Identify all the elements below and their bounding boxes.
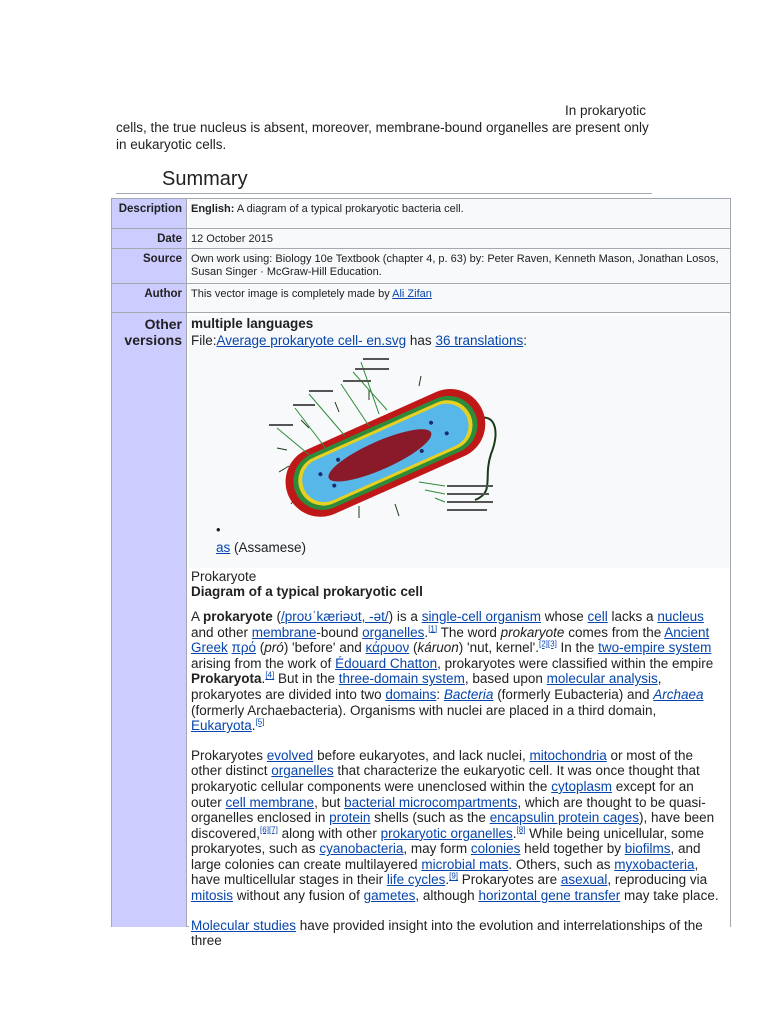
link-cytoplasm[interactable]: cytoplasm: [551, 778, 612, 794]
has-text: has: [409, 332, 432, 348]
link-mitosis[interactable]: mitosis: [191, 888, 234, 904]
language-entry: [191, 540, 724, 568]
link-domains[interactable]: domains: [385, 686, 437, 702]
article-paragraph-2: [191, 748, 724, 904]
description-value: [189, 199, 730, 228]
link-biofilms[interactable]: biofilms: [624, 841, 671, 857]
text: (: [409, 640, 418, 656]
source-value: Own work using: Biology 10e Textbook (chapter 4, p. 63) by: Peter Raven, Kenneth Mason, Jonathan Losos, Susan Singer · McGraw-Hill Education.: [189, 249, 730, 284]
translations-link[interactable]: 36 translations: [435, 332, 524, 348]
colon-text: :: [523, 332, 528, 348]
link-myxobacteria[interactable]: myxobacteria: [614, 856, 695, 872]
text: While being unicellular, some prokaryotes, such as: [191, 825, 705, 857]
text: A: [191, 608, 204, 624]
text: .: [424, 624, 429, 640]
link-organelles[interactable]: organelles: [362, 624, 425, 640]
date-label: Date: [112, 229, 187, 249]
translations-box: [189, 316, 730, 568]
link-nucleus[interactable]: nucleus: [657, 608, 704, 624]
text: whose: [541, 608, 588, 624]
ref-3[interactable]: [3]: [547, 639, 557, 649]
bullet-marker: •: [216, 522, 221, 538]
text: before eukaryotes, and lack nuclei,: [313, 747, 530, 763]
link-molecular-studies[interactable]: Molecular studies: [191, 917, 297, 933]
text: , have multicellular stages in their: [191, 856, 699, 888]
text: arising from the work of: [191, 655, 336, 671]
text: , prokaryotes are divided into two: [191, 671, 662, 702]
italic-prokaryote: prokaryote: [500, 624, 565, 640]
text: without any fusion of: [233, 888, 364, 904]
text: , but: [314, 794, 345, 810]
text: comes from the: [564, 624, 665, 640]
text: (: [256, 640, 265, 656]
text: -bound: [316, 624, 363, 640]
link-protein[interactable]: protein: [329, 810, 371, 826]
italic-pro: pró: [264, 640, 284, 656]
link-cyanobacteria[interactable]: cyanobacteria: [319, 841, 404, 857]
link-eukaryota[interactable]: Eukaryota: [191, 718, 252, 734]
link-edouard-chatton[interactable]: Édouard Chatton: [335, 655, 438, 671]
text: (formerly Archaebacteria). Organisms with nuclei are placed in a third domain,: [191, 702, 657, 718]
intro-line-1: In prokaryotic: [564, 103, 646, 118]
article-paragraph-3: [191, 918, 724, 949]
author-label: Author: [112, 284, 187, 313]
bold-prokaryota: Prokaryota: [191, 671, 262, 687]
intro-line-rest: cells, the true nucleus is absent, moreover, membrane-bound organelles are present only in eukaryotic cells.: [116, 120, 649, 152]
source-label: Source: [112, 249, 187, 284]
text: .: [512, 825, 517, 841]
text: But in the: [274, 671, 339, 687]
ref-8[interactable]: [8]: [516, 825, 526, 835]
text: The word: [437, 624, 501, 640]
link-prokaryotic-organelles[interactable]: prokaryotic organelles: [380, 825, 513, 841]
text: ) 'before' and: [283, 640, 366, 656]
information-table: [111, 198, 731, 949]
link-colonies[interactable]: colonies: [470, 841, 521, 857]
row-description: [112, 199, 730, 228]
link-karuon[interactable]: κάρυον: [365, 640, 410, 656]
link-bacteria[interactable]: Bacteria: [443, 686, 494, 702]
ref-5[interactable]: [5]: [255, 717, 265, 727]
text: may take place.: [620, 888, 719, 904]
summary-divider: [116, 193, 652, 194]
link-horizontal-gene-transfer[interactable]: horizontal gene transfer: [478, 888, 621, 904]
text: ), have been discovered,: [191, 810, 715, 841]
text: Prokaryotes: [191, 747, 267, 763]
text: ) 'nut, kernel'.: [458, 640, 539, 656]
text: that characterize the eukaryotic cell. It was once thought that prokaryotic cellular components were unenclosed within the: [191, 763, 700, 794]
article-subtitle: Diagram of a typical prokaryotic cell: [191, 584, 423, 600]
text: , reproducing via: [607, 872, 708, 888]
link-evolved[interactable]: evolved: [266, 747, 314, 763]
text: or most of the other distinct: [191, 747, 694, 779]
text: :: [436, 686, 444, 702]
ref-9[interactable]: [9]: [449, 871, 459, 881]
text: Prokaryotes are: [458, 872, 561, 888]
text: (formerly Eubacteria) and: [493, 686, 654, 702]
link-cell[interactable]: cell: [587, 608, 608, 624]
label-leaders-bottom: [419, 482, 445, 502]
other-versions-value: [189, 313, 730, 949]
text: . Others, such as: [508, 856, 615, 872]
intro-paragraph: [116, 102, 656, 153]
row-source: [112, 248, 730, 284]
text: lacks a: [607, 608, 658, 624]
text: .: [445, 872, 450, 888]
description-lang: English:: [191, 203, 235, 215]
row-other-versions: [112, 312, 730, 949]
cell-diagram-thumbnail[interactable]: [191, 348, 724, 520]
text: In the: [556, 640, 599, 656]
text: held together by: [520, 841, 625, 857]
author-prefix: This vector image is completely made by: [191, 288, 390, 300]
ipa-link[interactable]: /proʊˈkæriəʊt, -ət/: [281, 608, 389, 624]
text: (: [272, 608, 282, 624]
article-paragraph-1: [191, 609, 724, 734]
link-molecular-analysis[interactable]: molecular analysis: [546, 671, 658, 687]
file-line: [191, 333, 724, 349]
link-two-empire-system[interactable]: two-empire system: [598, 640, 712, 656]
text: shells (such as the: [370, 810, 490, 826]
author-link[interactable]: Ali Zifan: [392, 288, 432, 300]
language-list-item: [191, 520, 724, 540]
date-value: 12 October 2015: [189, 229, 730, 249]
summary-heading: Summary: [162, 168, 248, 190]
link-three-domain-system[interactable]: three-domain system: [338, 671, 465, 687]
text: and other: [191, 624, 252, 640]
language-name: (Assamese): [234, 540, 307, 556]
link-microbial-mats[interactable]: microbial mats: [421, 856, 509, 872]
text: have provided insight into the evolution and interrelationships of the three: [191, 917, 703, 949]
link-membrane[interactable]: membrane: [251, 624, 317, 640]
description-text: A diagram of a typical prokaryotic bacteria cell.: [236, 203, 464, 215]
link-ancient-greek[interactable]: Ancient Greek: [191, 624, 710, 656]
multiple-languages-title: multiple languages: [191, 316, 314, 331]
other-versions-label: Other versions: [112, 313, 187, 927]
text: except for an outer: [191, 778, 694, 810]
italic-karuon: káruon: [417, 640, 459, 656]
text: ) is a: [388, 608, 422, 624]
link-organelles[interactable]: organelles: [271, 763, 334, 779]
text: along with other: [277, 825, 381, 841]
text: , may form: [403, 841, 471, 857]
text: , although: [415, 888, 479, 904]
ref-2[interactable]: [2]: [538, 639, 548, 649]
ref-1[interactable]: [1]: [428, 624, 438, 634]
file-prefix: File:: [191, 332, 217, 348]
link-bacterial-microcompartments[interactable]: bacterial microcompartments: [344, 794, 518, 810]
file-link[interactable]: Average prokaryote cell- en.svg: [216, 332, 407, 348]
link-life-cycles[interactable]: life cycles: [386, 872, 446, 888]
row-author: [112, 283, 730, 313]
language-link-as[interactable]: as: [216, 540, 231, 556]
text: .: [261, 671, 266, 687]
text: .: [251, 718, 256, 734]
ref-4[interactable]: [4]: [265, 670, 275, 680]
link-pro[interactable]: πρό: [231, 640, 257, 656]
link-gametes[interactable]: gametes: [363, 888, 416, 904]
link-mitochondria[interactable]: mitochondria: [529, 747, 607, 763]
text: , based upon: [464, 671, 547, 687]
prokaryote-cell-diagram: [269, 354, 509, 524]
link-archaea[interactable]: Archaea: [653, 686, 704, 702]
text: , which are thought to be quasi-organelles enclosed in: [191, 794, 706, 826]
link-encapsulin-protein-cages[interactable]: encapsulin protein cages: [489, 810, 640, 826]
text: , and large colonies can create multilayered: [191, 841, 701, 872]
link-single-cell-organism[interactable]: single-cell organism: [421, 608, 541, 624]
description-label: Description: [112, 199, 187, 228]
article-heading: Prokaryote: [191, 568, 257, 584]
link-cell-membrane[interactable]: cell membrane: [225, 794, 315, 810]
text: , prokaryotes were classified within the empire: [437, 655, 714, 671]
bold-prokaryote: prokaryote: [203, 608, 273, 624]
link-asexual[interactable]: asexual: [560, 872, 608, 888]
ref-6[interactable]: [6]: [260, 825, 269, 835]
author-value: [189, 284, 730, 313]
row-date: [112, 228, 730, 249]
ref-7[interactable]: [7]: [268, 825, 278, 835]
